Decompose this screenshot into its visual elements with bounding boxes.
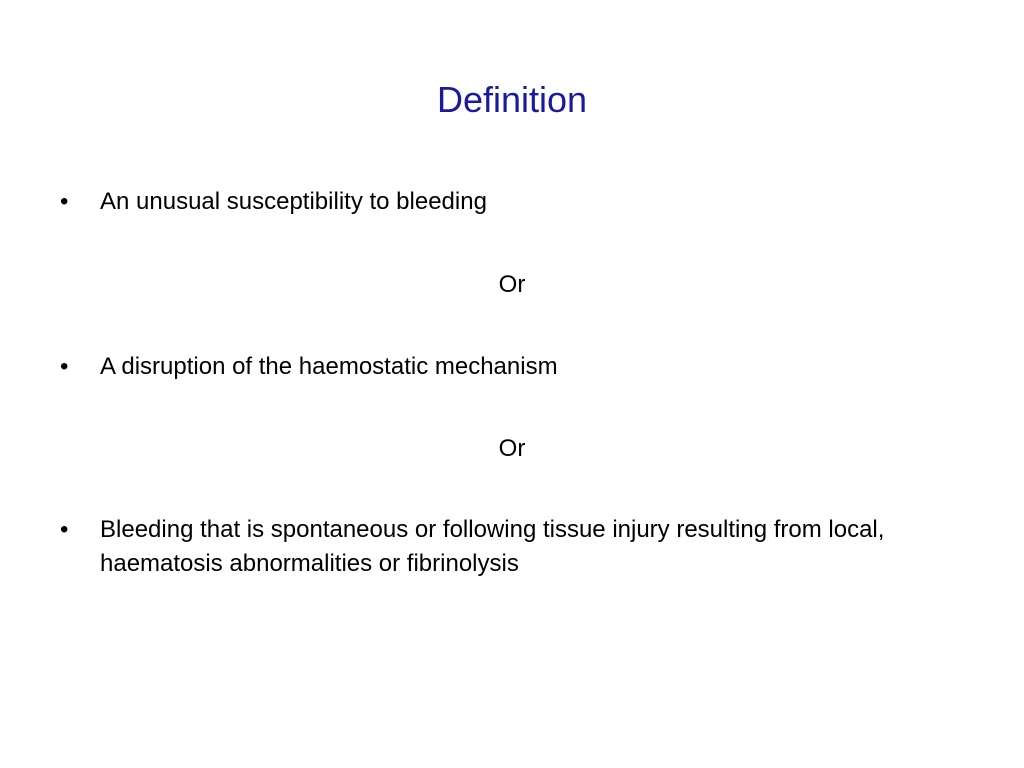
bullet-text: Bleeding that is spontaneous or following tissue injury resulting from local, haematosis abnormalities or fibrinolysis: [100, 516, 885, 577]
bullet-text: An unusual susceptibility to bleeding: [100, 188, 487, 215]
bullet-text: A disruption of the haemostatic mechanism: [100, 353, 558, 380]
bullet-dot-icon: •: [60, 188, 69, 215]
slide-title: Definition: [436, 79, 588, 120]
bullet-item: [60, 513, 980, 581]
bullet-item: [60, 350, 980, 384]
or-separator: Or: [498, 271, 526, 298]
bullet-item: [60, 185, 980, 219]
bullet-dot-icon: •: [60, 516, 69, 543]
or-separator: Or: [498, 435, 526, 462]
bullet-dot-icon: •: [60, 353, 69, 380]
